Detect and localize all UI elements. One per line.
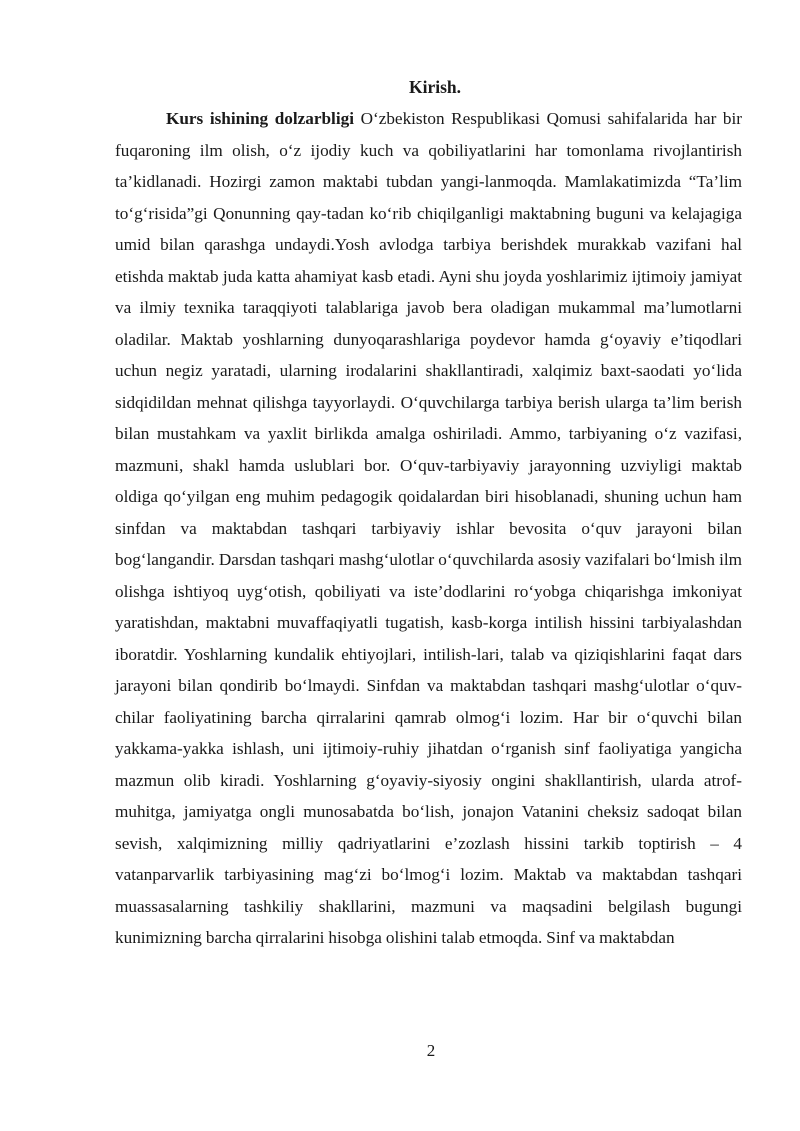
paragraph-text: O‘zbekiston Respublikasi Qomusi sahifalarida har bir fuqaroning ilm olish, o‘z ijodiy kuch va qobiliyatlarini har tomonlama rivojlantirish ta’kidlanadi. Hozirgi zamon maktabi tubdan yangi-lanmoqda. Mamlakatimizda “Ta’lim to‘g‘risida”gi Qonunning qay-tadan ko‘rib chiqilganligi maktabning buguni va kelajagiga umid bilan qarashga undaydi.Yosh avlodga tarbiya berishdek murakkab vazifani hal etishda maktab juda katta ahamiyat kasb etadi. Ayni shu joyda yoshlarimiz ijtimoiy jamiyat va ilmiy texnika taraqqiyoti talablariga javob bera oladigan mukammal ma’lumotlarni oladilar. Maktab yoshlarning dunyoqarashlariga poydevor hamda g‘oyaviy e’tiqodlari uchun negiz yaratadi, ularning irodalarini shakllantiradi, xalqimiz baxt-saodati yo‘lida sidqidildan mehnat qilishga tayyorlaydi. O‘quvchilarga tarbiya berish ularga ta’lim berish bilan mustahkam va yaxlit birlikda amalga oshiriladi. Ammo, tarbiyaning o‘z vazifasi, mazmuni, shakl hamda uslublari bor. O‘quv-tarbiyaviy jarayonning uzviyligi maktab oldiga qo‘yilgan eng muhim pedagogik qoidalardan biri hisoblanadi, shuning uchun ham sinfdan va maktabdan tashqari tarbiyaviy ishlar bevosita o‘quv jarayoni bilan bog‘langandir. Darsdan tashqari mashg‘ulotlar o‘quvchilarda asosiy vazifalari bo‘lmish ilm olishga ishtiyoq uyg‘otish, qobiliyati va iste’dodlarini ro‘yobga chiqarishga imkoniyat yaratishdan, maktabni muvaffaqiyatli tugatish, kasb-korga intilish hissini tarbiyalashdan iboratdir. Yoshlarning kundalik ehtiyojlari, intilish-lari, talab va qiziqishlarini faqat dars jarayoni bilan qondirib bo‘lmaydi. Sinfdan va maktabdan tashqari mashg‘ulotlar o‘quv-chilar faoliyatining barcha qirralarini qamrab olmog‘i lozim. Har bir o‘quvchi bilan yakkama-yakka ishlash, uni ijtimoiy-ruhiy jihatdan o‘rganish sinf faoliyatiga yangicha mazmun olib kiradi. Yoshlarning g‘oyaviy-siyosiy ongini shakllantirish, ularda atrof-muhitga, jamiyatga ongli munosabatda bo‘lish, jonajon Vatanini cheksiz sadoqat bilan sevish, xalqimizning milliy qadriyatlarini e’zozlash hissini tarkib toptirish – 4 vatanparvarlik tarbiyasining mag‘zi bo‘lmog‘i lozim. Maktab va maktabdan tashqari muassasalarning tashkiliy shakllarini, mazmuni va maqsadini belgilash bugungi kunimizning barcha qirralarini hisobga olishini talab etmoqda. Sinf va maktabdan [115,109,742,947]
paragraph-lead: Kurs ishining dolzarbligi [166,109,354,128]
body-paragraph [115,103,742,954]
section-title: Kirish. [408,77,462,97]
page-number: 2 [426,1041,436,1060]
